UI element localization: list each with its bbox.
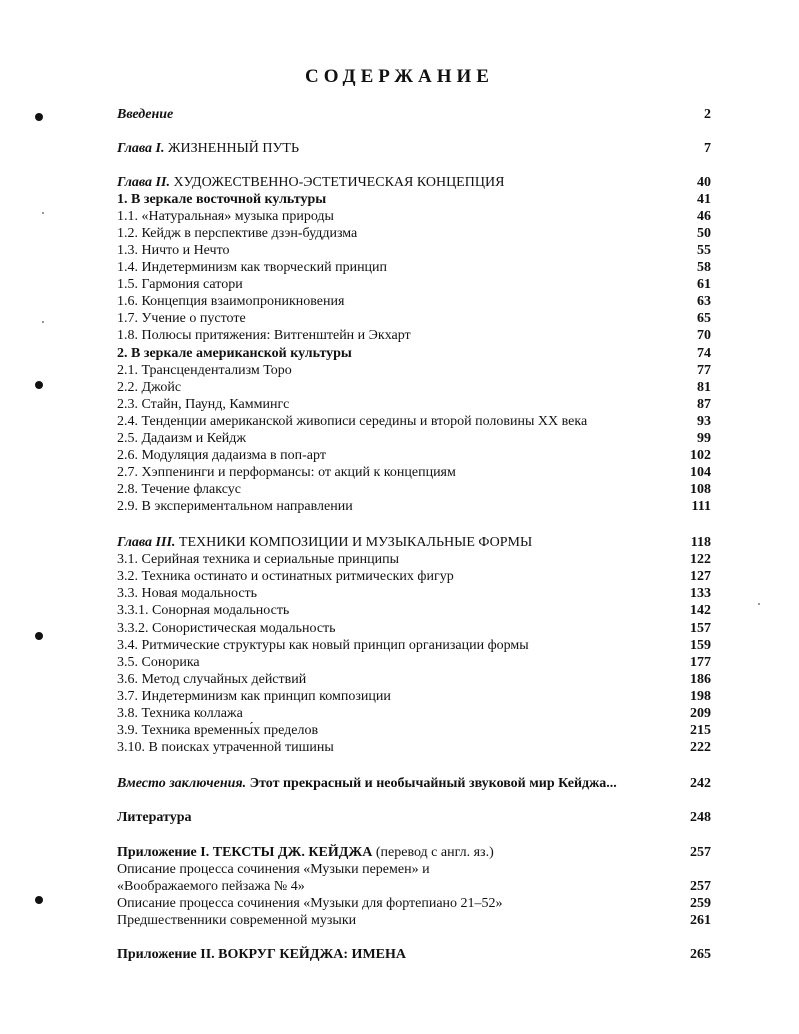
page-number: 186: [690, 672, 711, 687]
entry-title: 2.2. Джойс: [117, 380, 182, 395]
page-number: 127: [690, 569, 711, 584]
entry-title: 3.5. Сонорика: [117, 655, 200, 670]
entry-title: 3.8. Техника коллажа: [117, 706, 243, 721]
entry-title: 3.3.2. Сонористическая модальность: [117, 621, 336, 636]
toc-entry[interactable]: [117, 447, 711, 464]
page-number: 209: [690, 706, 711, 721]
entry-title: 1. В зеркале восточной культуры: [117, 192, 327, 207]
toc-entry[interactable]: [117, 362, 711, 379]
entry-title: 1.3. Ничто и Нечто: [117, 243, 230, 258]
scan-speck: [758, 603, 760, 605]
toc-entry[interactable]: [117, 379, 711, 396]
page-number: 257: [690, 879, 711, 894]
chapter-label: Глава I.: [117, 141, 165, 156]
page-number: 74: [697, 346, 711, 361]
page-number: 222: [690, 740, 711, 755]
page-number: 108: [690, 482, 711, 497]
toc-entry[interactable]: [117, 345, 711, 362]
page-number: 242: [690, 776, 711, 791]
toc-entry[interactable]: [117, 654, 711, 671]
entry-title: 1.5. Гармония сатори: [117, 277, 243, 292]
entry-title: ТЕХНИКИ КОМПОЗИЦИИ И МУЗЫКАЛЬНЫЕ ФОРМЫ: [178, 535, 533, 550]
entry-title: 2.8. Течение флаксус: [117, 482, 241, 497]
toc-entry[interactable]: [117, 242, 711, 259]
toc-entry[interactable]: [117, 912, 711, 929]
entry-title: ТЕКСТЫ ДЖ. КЕЙДЖА: [212, 845, 373, 860]
appendix-label: Приложение II.: [117, 947, 215, 962]
entry-title: 2.9. В экспериментальном направлении: [117, 499, 353, 514]
entry-title: Введение: [117, 107, 174, 122]
page-number: 157: [690, 621, 711, 636]
entry-title: Описание процесса сочинения «Музыки перемен» и: [117, 862, 430, 877]
toc-entry[interactable]: [117, 534, 711, 551]
page-number: 142: [690, 603, 711, 618]
entry-title: 3.3. Новая модальность: [117, 586, 258, 601]
page-number: 46: [697, 209, 711, 224]
page-number: 159: [690, 638, 711, 653]
entry-title: 3.1. Серийная техника и сериальные принципы: [117, 552, 400, 567]
page-number: 118: [690, 535, 711, 550]
toc-entry[interactable]: [117, 481, 711, 498]
toc-entry[interactable]: [117, 396, 711, 413]
page-number: 99: [697, 431, 711, 446]
entry-title: Описание процесса сочинения «Музыки для фортепиано 21–52»: [117, 896, 503, 911]
page-number: 215: [690, 723, 711, 738]
page-number: 177: [690, 655, 711, 670]
toc-entry[interactable]: [117, 878, 711, 895]
appendix-label: Приложение I.: [117, 845, 210, 860]
toc-entry[interactable]: [117, 174, 711, 191]
toc-entry[interactable]: [117, 688, 711, 705]
toc-entry[interactable]: [117, 259, 711, 276]
entry-title: 2.7. Хэппенинги и перформансы: от акций к концепциям: [117, 465, 456, 480]
entry-title: 2.6. Модуляция дадаизма в поп-арт: [117, 448, 326, 463]
margin-dot: [35, 113, 43, 121]
chapter-label: Вместо заключения.: [117, 776, 247, 791]
entry-title: 2.3. Стайн, Паунд, Каммингс: [117, 397, 290, 412]
margin-dot: [35, 381, 43, 389]
page-number: 93: [697, 414, 711, 429]
entry-title: 1.2. Кейдж в перспективе дзэн-буддизма: [117, 226, 358, 241]
page-number: 63: [697, 294, 711, 309]
page-number: 81: [697, 380, 711, 395]
toc-entry[interactable]: [117, 568, 711, 585]
entry-title: 3.6. Метод случайных действий: [117, 672, 307, 687]
page-number: 257: [690, 845, 711, 860]
page-number: 7: [704, 141, 711, 156]
page-number: 104: [690, 465, 711, 480]
toc-entry[interactable]: [117, 464, 711, 481]
toc-entry[interactable]: [117, 844, 711, 861]
page-number: 58: [697, 260, 711, 275]
page-number: 265: [690, 947, 711, 962]
page-number: 261: [690, 913, 711, 928]
scan-speck: [42, 212, 44, 214]
entry-title: 1.6. Концепция взаимопроникновения: [117, 294, 345, 309]
page-number: 259: [690, 896, 711, 911]
toc-entry: [117, 861, 711, 878]
toc-entry[interactable]: [117, 430, 711, 447]
toc-entry[interactable]: [117, 293, 711, 310]
chapter-label: Глава II.: [117, 175, 170, 190]
page-number: 50: [697, 226, 711, 241]
entry-title: ЖИЗНЕННЫЙ ПУТЬ: [168, 141, 299, 156]
page-number: 41: [697, 192, 711, 207]
toc-entry[interactable]: [117, 413, 711, 430]
entry-title: Предшественники современной музыки: [117, 913, 357, 928]
entry-title: 3.7. Индетерминизм как принцип композиции: [117, 689, 391, 704]
page-number: 65: [697, 311, 711, 326]
page-title: СОДЕРЖАНИЕ: [305, 66, 494, 87]
entry-title: 3.3.1. Сонорная модальность: [117, 603, 290, 618]
entry-title: Литература: [117, 810, 192, 825]
toc-entry[interactable]: [117, 895, 711, 912]
page-number: 87: [697, 397, 711, 412]
entry-title: 3.10. В поисках утраченной тишины: [117, 740, 334, 755]
toc-entry[interactable]: [117, 671, 711, 688]
entry-title: Этот прекрасный и необычайный звуковой мир Кейджа...: [249, 776, 617, 791]
toc-entry[interactable]: [117, 327, 711, 344]
toc-entry[interactable]: [117, 809, 711, 826]
toc-entry[interactable]: [117, 498, 711, 515]
margin-dot: [35, 896, 43, 904]
toc-entry[interactable]: [117, 276, 711, 293]
page-number: 2: [704, 107, 711, 122]
toc-entry[interactable]: [117, 191, 711, 208]
entry-title: 2.4. Тенденции американской живописи середины и второй половины XX века: [117, 414, 588, 429]
toc-entry[interactable]: [117, 208, 711, 225]
entry-title: 1.4. Индетерминизм как творческий принцип: [117, 260, 388, 275]
entry-note: (перевод с англ. яз.): [375, 845, 494, 860]
page-number: 198: [690, 689, 711, 704]
entry-title: 2.1. Трансцендентализм Торо: [117, 363, 292, 378]
scan-speck: [42, 321, 44, 323]
page-number: 102: [690, 448, 711, 463]
page-number: 248: [690, 810, 711, 825]
page-number: 61: [697, 277, 711, 292]
page-number: 55: [697, 243, 711, 258]
entry-title: 1.8. Полюсы притяжения: Витгенштейн и Экхарт: [117, 328, 411, 343]
toc-entry[interactable]: [117, 722, 711, 739]
entry-title: ХУДОЖЕСТВЕННО-ЭСТЕТИЧЕСКАЯ КОНЦЕПЦИЯ: [173, 175, 505, 190]
toc-entry[interactable]: [117, 620, 711, 637]
page-number: 70: [697, 328, 711, 343]
page-number: 111: [691, 499, 711, 514]
toc-entry[interactable]: [117, 602, 711, 619]
toc-entry[interactable]: [117, 946, 711, 963]
toc-entry[interactable]: [117, 637, 711, 654]
toc-entry[interactable]: [117, 310, 711, 327]
page-number: 40: [697, 175, 711, 190]
entry-title: 1.7. Учение о пустоте: [117, 311, 246, 326]
chapter-label: Глава III.: [117, 535, 176, 550]
toc-entry[interactable]: [117, 739, 711, 756]
entry-title: 1.1. «Натуральная» музыка природы: [117, 209, 334, 224]
entry-title: «Воображаемого пейзажа № 4»: [117, 879, 305, 894]
entry-title: 3.9. Техника временны́х пределов: [117, 723, 319, 738]
toc-entry[interactable]: [117, 106, 711, 123]
page-number: 77: [697, 363, 711, 378]
margin-dot: [35, 632, 43, 640]
page-number: 122: [690, 552, 711, 567]
toc-entry[interactable]: [117, 775, 711, 792]
entry-title: 3.4. Ритмические структуры как новый принцип организации формы: [117, 638, 529, 653]
toc-entry[interactable]: [117, 705, 711, 722]
toc-entry[interactable]: [117, 585, 711, 602]
toc-entry[interactable]: [117, 225, 711, 242]
toc-entry[interactable]: [117, 140, 711, 157]
entry-title: 2. В зеркале американской культуры: [117, 346, 352, 361]
entry-title: ВОКРУГ КЕЙДЖА: ИМЕНА: [218, 947, 407, 962]
toc-entry[interactable]: [117, 551, 711, 568]
entry-title: 2.5. Дадаизм и Кейдж: [117, 431, 247, 446]
page-number: 133: [690, 586, 711, 601]
entry-title: 3.2. Техника остинато и остинатных ритмических фигур: [117, 569, 454, 584]
